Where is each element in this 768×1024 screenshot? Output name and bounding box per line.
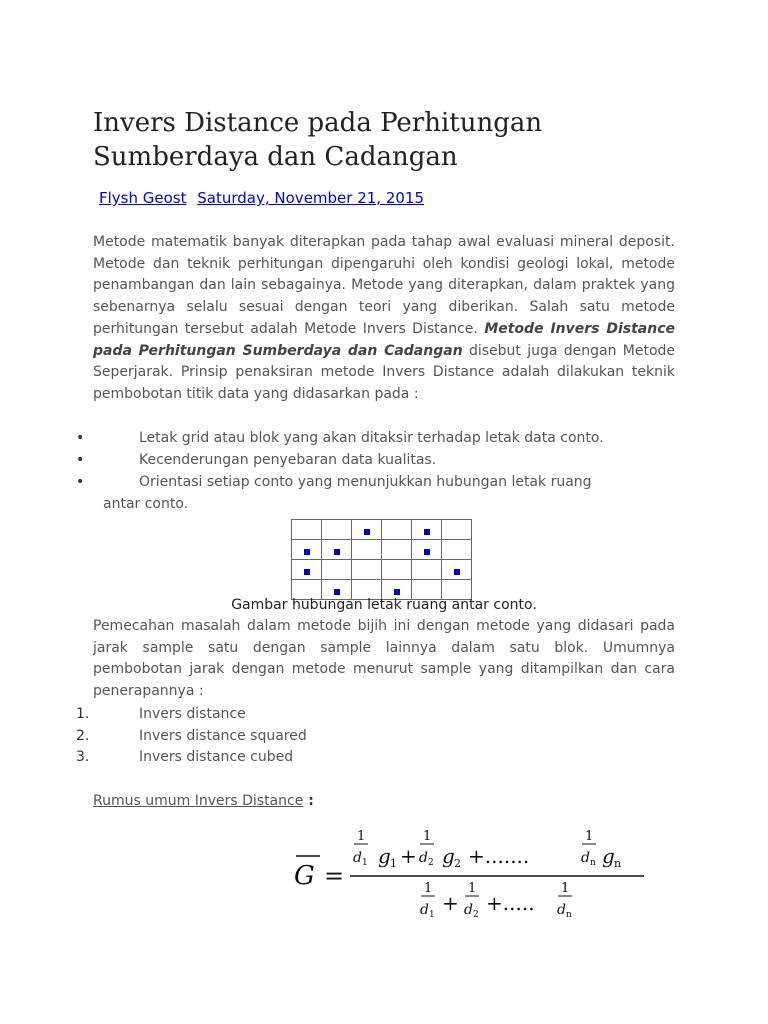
svg-text:d: d	[581, 850, 590, 866]
intro-paragraph	[93, 232, 675, 406]
svg-text:+: +	[442, 891, 459, 915]
grid-cell	[382, 540, 412, 560]
list-item: Invers distance	[139, 706, 246, 722]
svg-text:n: n	[590, 858, 596, 868]
grid-cell	[292, 520, 322, 540]
svg-text:1: 1	[429, 910, 435, 920]
formula-heading-label: Rumus umum Invers Distance	[93, 793, 304, 809]
grid-cell	[442, 560, 472, 580]
author-link[interactable]: Flysh Geost	[99, 189, 187, 207]
svg-text:1: 1	[362, 858, 368, 868]
svg-text:g: g	[602, 844, 615, 868]
grid-cell	[352, 520, 382, 540]
list-number: 1.	[76, 706, 90, 722]
intro-bold-term: Metode Invers Distance pada Perhitungan Sumberdaya dan Cadangan	[93, 320, 675, 359]
bullet-marker: •	[76, 474, 85, 490]
list-number: 2.	[76, 728, 90, 744]
svg-text:d: d	[557, 902, 566, 918]
svg-text:1: 1	[357, 829, 366, 844]
svg-text:1: 1	[561, 881, 570, 896]
grid-cell	[322, 520, 352, 540]
svg-text:+.....: +.....	[486, 891, 535, 915]
svg-text:1: 1	[424, 881, 433, 896]
svg-text:G: G	[294, 861, 315, 891]
grid-cell	[412, 540, 442, 560]
intro-text-1: Metode matematik banyak diterapkan pada tahap awal evaluasi mineral deposit. Metode dan teknik perhitungan dipengaruhi oleh kondisi geologi lokal, metode penambangan dan lain sebagainya. Metode yang diterapkan, dalam praktek yang sebenarnya selalu sesuai dengan teori yang diberikan. Salah satu metode perhitungan tersebut adalah Metode Invers Distance.	[93, 234, 675, 337]
formula-lhs	[294, 856, 344, 891]
grid-row	[292, 520, 472, 540]
grid-cell	[322, 540, 352, 560]
page-title: Invers Distance pada Perhitungan Sumberdaya dan Cadangan	[93, 108, 543, 172]
svg-text:2: 2	[428, 858, 434, 868]
grid-cell	[382, 560, 412, 580]
grid-cell	[322, 560, 352, 580]
list-item: Invers distance cubed	[139, 749, 294, 765]
list-item: Orientasi setiap conto yang menunjukkan hubungan letak ruang	[139, 474, 592, 490]
sample-point	[454, 569, 460, 575]
grid-cell	[442, 540, 472, 560]
svg-text:n: n	[614, 857, 622, 870]
bullet-marker: •	[76, 452, 85, 468]
inverse-distance-formula	[290, 826, 650, 930]
grid-cell	[412, 560, 442, 580]
svg-text:n: n	[566, 910, 572, 920]
svg-text:+: +	[400, 844, 417, 868]
numerator	[353, 829, 621, 870]
svg-text:d: d	[419, 850, 428, 866]
grid-cell	[382, 520, 412, 540]
svg-text:1: 1	[423, 829, 432, 844]
svg-text:d: d	[420, 902, 429, 918]
list-item-continuation: antar conto.	[103, 496, 189, 512]
grid-cell	[352, 540, 382, 560]
formula-heading-suffix: :	[303, 793, 314, 809]
grid-cell	[442, 520, 472, 540]
svg-text:1: 1	[468, 881, 477, 896]
svg-text:1: 1	[390, 857, 397, 870]
svg-text:g: g	[378, 844, 391, 868]
svg-text:+.......: +.......	[468, 844, 530, 868]
sample-point	[304, 569, 310, 575]
bullet-marker: •	[76, 430, 85, 446]
denominator	[420, 881, 572, 920]
grid-cell	[292, 560, 322, 580]
list-number: 3.	[76, 749, 90, 765]
grid-row	[292, 560, 472, 580]
svg-text:d: d	[353, 850, 362, 866]
list-item: Invers distance squared	[139, 728, 307, 744]
method-paragraph: Pemecahan masalah dalam metode bijih ini dengan metode yang didasari pada jarak sample satu dengan sample lainnya dalam satu blok. Umumnya pembobotan jarak dengan metode menurut sample yang ditampilkan dan cara penerapannya :	[93, 618, 675, 700]
svg-text:2: 2	[454, 857, 461, 870]
intro-text-2: disebut juga dengan Metode Seperjarak. Prinsip penaksiran metode Invers Distance adalah dilakukan teknik pembobotan titik data yang didasarkan pada :	[93, 342, 676, 402]
svg-text:=: =	[324, 862, 345, 890]
svg-text:2: 2	[473, 910, 479, 920]
post-meta	[99, 188, 430, 208]
svg-text:d: d	[464, 902, 473, 918]
sample-point	[304, 549, 310, 555]
sample-point	[424, 549, 430, 555]
grid-cell	[412, 520, 442, 540]
sample-grid-figure	[291, 519, 472, 600]
formula-heading	[93, 791, 314, 813]
grid-cell	[292, 540, 322, 560]
sample-point	[364, 529, 370, 535]
grid-row	[292, 540, 472, 560]
grid-cell	[352, 560, 382, 580]
list-item: Kecenderungan penyebaran data kualitas.	[139, 452, 437, 468]
svg-text:g: g	[442, 844, 455, 868]
sample-point	[424, 529, 430, 535]
svg-text:1: 1	[585, 829, 594, 844]
date-link[interactable]: Saturday, November 21, 2015	[197, 189, 425, 207]
figure-caption: Gambar hubungan letak ruang antar conto.	[231, 597, 537, 613]
list-item: Letak grid atau blok yang akan ditaksir terhadap letak data conto.	[139, 430, 604, 446]
sample-point	[334, 549, 340, 555]
